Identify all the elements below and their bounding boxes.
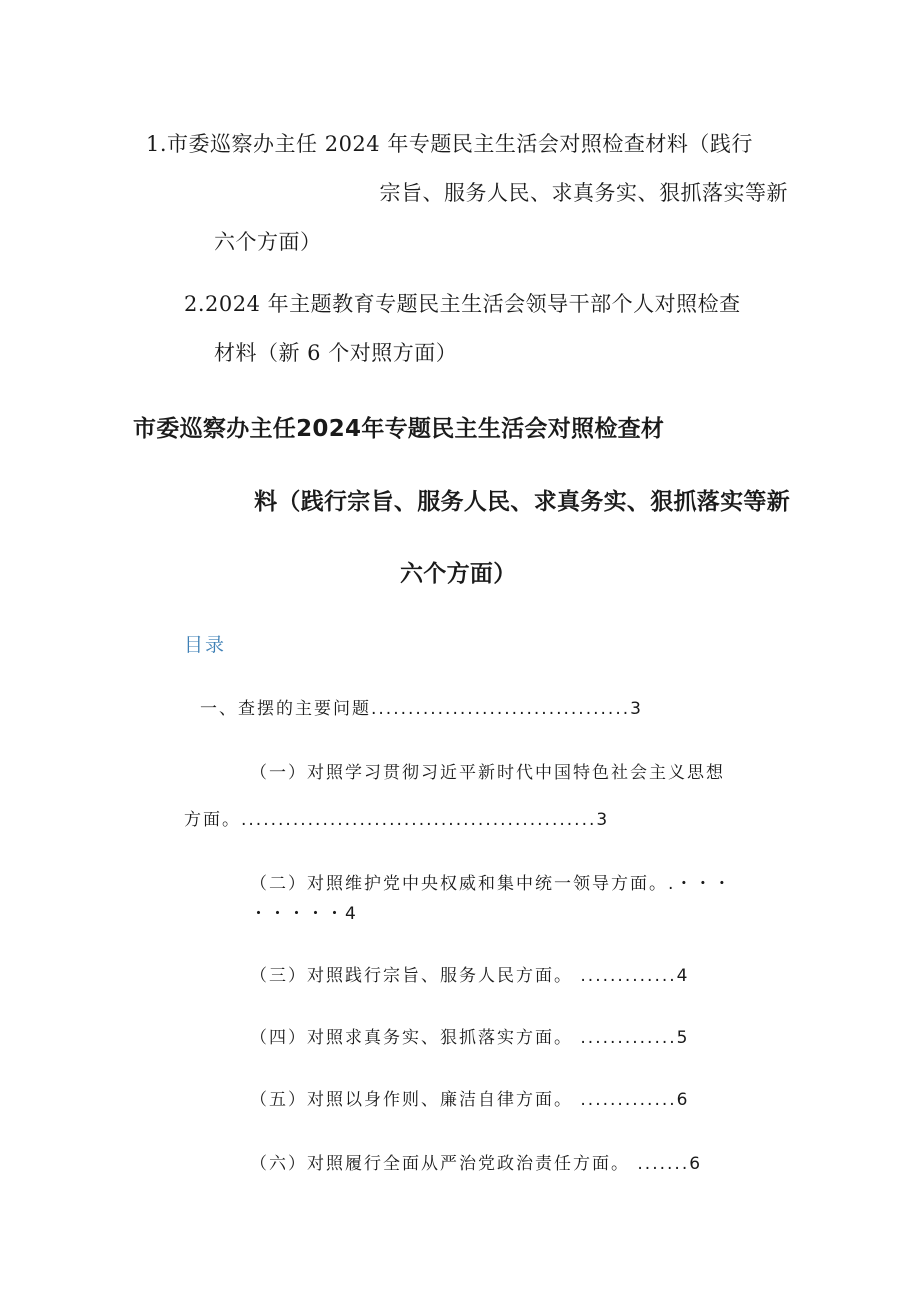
toc-page-number: 4 [345, 904, 356, 924]
doc-list-item-1-line-1: 1.市委巡察办主任 2024 年专题民主生活会对照检查材料（践行 [146, 132, 753, 156]
toc-leader: ............. [580, 1090, 677, 1110]
toc-leader: ....... [637, 1154, 690, 1174]
toc-entry-5[interactable] [250, 1023, 687, 1048]
toc-entry-text: 方面。 [184, 810, 241, 830]
toc-entry-text: （一）对照学习贯彻习近平新时代中国特色社会主义思想 [250, 763, 725, 783]
toc-entry-2[interactable] [250, 758, 725, 783]
toc-page-number: 3 [596, 810, 608, 830]
toc-leader: ・・・・・ [250, 904, 345, 924]
toc-leader: ................................................ [241, 810, 597, 830]
toc-page-number: 3 [630, 699, 641, 719]
doc-list-item-1-line-2: 宗旨、服务人民、求真务实、狠抓落实等新 [379, 181, 788, 205]
doc-list-item-2-line-2: 材料（新 6 个对照方面） [214, 341, 458, 365]
title-line-2: 料（践行宗旨、服务人民、求真务实、狠抓落实等新 [254, 489, 790, 515]
toc-entry-6[interactable] [250, 1085, 687, 1110]
title-line-1: 市委巡察办主任2024年专题民主生活会对照检查材 [133, 416, 665, 442]
toc-entry-text: （三）对照践行宗旨、服务人民方面。 [250, 966, 573, 986]
toc-page-number: 6 [689, 1154, 701, 1174]
title-line-3: 六个方面） [400, 561, 517, 587]
toc-entry-7[interactable] [250, 1149, 700, 1174]
toc-page-number: 4 [676, 966, 688, 986]
toc-entry-1[interactable] [200, 694, 641, 719]
toc-entry-text: 一、查摆的主要问题 [200, 699, 371, 719]
toc-entry-text: （六）对照履行全面从严治党政治责任方面。 [250, 1154, 630, 1174]
toc-entry-3-continued[interactable] [250, 899, 356, 924]
toc-page-number: 6 [676, 1090, 688, 1110]
toc-entry-4[interactable] [250, 961, 687, 986]
doc-list-item-2-line-1: 2.2024 年主题教育专题民主生活会领导干部个人对照检查 [184, 292, 741, 316]
toc-entry-text: （四）对照求真务实、狠抓落实方面。 [250, 1028, 573, 1048]
toc-entry-3[interactable] [250, 869, 732, 894]
toc-heading: 目录 [184, 634, 227, 656]
doc-list-item-1-line-3: 六个方面） [214, 230, 322, 254]
toc-entry-2-continued[interactable] [184, 805, 607, 830]
toc-entry-text: （五）对照以身作则、廉洁自律方面。 [250, 1090, 573, 1110]
toc-leader: ................................... [371, 699, 631, 719]
toc-leader: ............. [580, 966, 677, 986]
toc-leader: ............. [580, 1028, 677, 1048]
toc-entry-text: （二）对照维护党中央权威和集中统一领导方面。.・・・ [250, 874, 733, 894]
toc-page-number: 5 [676, 1028, 688, 1048]
